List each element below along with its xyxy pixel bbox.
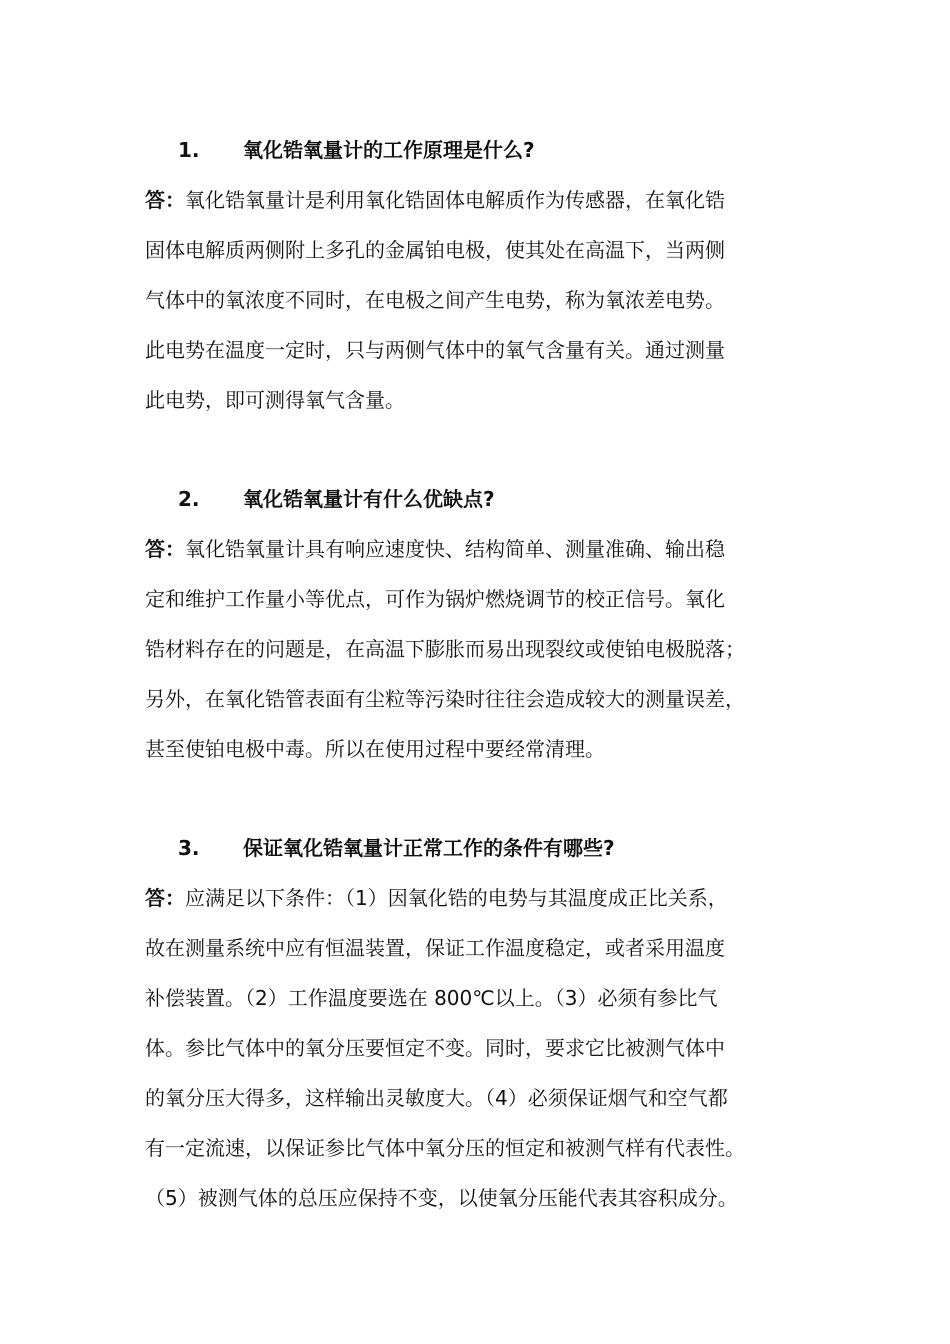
qa-section-2 bbox=[145, 481, 825, 781]
question-number: 1. bbox=[178, 138, 200, 162]
answer-label: 答： bbox=[145, 886, 185, 910]
answer-line: 有一定流速，以保证参比气体中氧分压的恒定和被测气样有代表性。 bbox=[145, 1136, 745, 1160]
answer-line: 此电势在温度一定时，只与两侧气体中的氧气含量有关。通过测量 bbox=[145, 338, 725, 362]
answer-line: （5）被测气体的总压应保持不变，以使氧分压能代表其容积成分。 bbox=[145, 1186, 738, 1210]
answer-block bbox=[145, 880, 825, 1230]
answer-label: 答： bbox=[145, 537, 185, 561]
question-text: 保证氧化锆氧量计正常工作的条件有哪些? bbox=[243, 836, 615, 860]
answer-block bbox=[145, 531, 825, 781]
answer-text: 氧化锆氧量计具有响应速度快、结构简单、测量准确、输出稳 bbox=[185, 537, 725, 561]
answer-line: 甚至使铂电极中毒。所以在使用过程中要经常清理。 bbox=[145, 737, 605, 761]
answer-line bbox=[145, 182, 825, 232]
answer-label: 答： bbox=[145, 188, 185, 212]
answer-line: 固体电解质两侧附上多孔的金属铂电极，使其处在高温下，当两侧 bbox=[145, 238, 725, 262]
answer-line: 体。参比气体中的氧分压要恒定不变。同时，要求它比被测气体中 bbox=[145, 1036, 725, 1060]
answer-line bbox=[145, 880, 825, 930]
answer-line: 锆材料存在的问题是，在高温下膨胀而易出现裂纹或使铂电极脱落； bbox=[145, 637, 745, 661]
answer-text: 氧化锆氧量计是利用氧化锆固体电解质作为传感器，在氧化锆 bbox=[185, 188, 725, 212]
answer-line: 故在测量系统中应有恒温装置，保证工作温度稳定，或者采用温度 bbox=[145, 936, 725, 960]
answer-block bbox=[145, 182, 825, 432]
answer-line: 定和维护工作量小等优点，可作为锅炉燃烧调节的校正信号。氧化 bbox=[145, 587, 725, 611]
question-number: 3. bbox=[178, 836, 200, 860]
question-heading bbox=[145, 481, 825, 517]
question-text: 氧化锆氧量计的工作原理是什么? bbox=[243, 138, 535, 162]
answer-line: 另外，在氧化锆管表面有尘粒等污染时往往会造成较大的测量误差， bbox=[145, 687, 745, 711]
answer-text: 应满足以下条件：（1）因氧化锆的电势与其温度成正比关系， bbox=[185, 886, 728, 910]
answer-line bbox=[145, 531, 825, 581]
answer-line: 的氧分压大得多，这样输出灵敏度大。（4）必须保证烟气和空气都 bbox=[145, 1086, 728, 1110]
answer-line: 此电势，即可测得氧气含量。 bbox=[145, 388, 405, 412]
answer-line: 气体中的氧浓度不同时，在电极之间产生电势，称为氧浓差电势。 bbox=[145, 288, 725, 312]
question-text: 氧化锆氧量计有什么优缺点? bbox=[243, 487, 495, 511]
qa-section-1 bbox=[145, 132, 825, 432]
question-heading bbox=[145, 132, 825, 168]
answer-line: 补偿装置。（2）工作温度要选在 800℃以上。（3）必须有参比气 bbox=[145, 986, 718, 1010]
qa-section-3 bbox=[145, 830, 825, 1230]
question-heading bbox=[145, 830, 825, 866]
question-number: 2. bbox=[178, 487, 200, 511]
